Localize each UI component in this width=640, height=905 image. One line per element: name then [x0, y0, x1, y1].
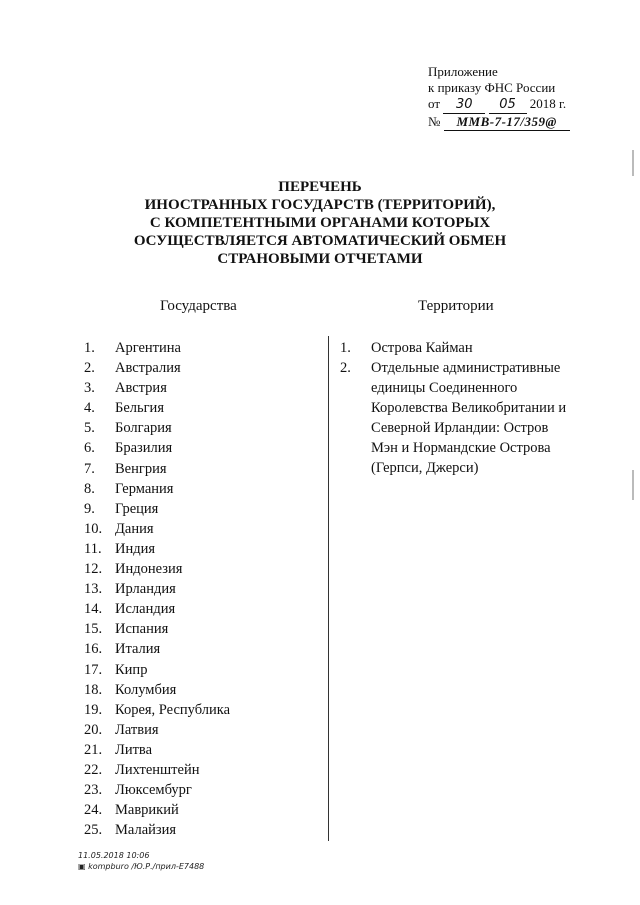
annex-block — [428, 64, 570, 131]
footer-timestamp: 11.05.2018 10:06 — [78, 851, 150, 860]
state-name: Индия — [115, 540, 156, 557]
item-number: 4. — [84, 400, 95, 417]
annex-line2: к приказу ФНС России — [428, 80, 556, 95]
title-line1: ПЕРЕЧЕНЬ — [278, 179, 362, 195]
territory-text-line: Мэн и Нормандские Острова — [371, 440, 551, 456]
list-item — [84, 499, 314, 519]
list-item — [84, 720, 314, 740]
list-item — [84, 619, 314, 639]
list-item — [84, 559, 314, 579]
list-item — [84, 800, 314, 820]
state-name: Корея, Республика — [115, 701, 231, 718]
list-item — [84, 459, 314, 479]
states-list — [84, 338, 314, 840]
item-number: 16. — [84, 641, 103, 658]
list-item — [84, 539, 314, 559]
item-number: 23. — [84, 782, 103, 799]
item-number: 13. — [84, 581, 103, 598]
list-item — [84, 740, 314, 760]
order-number: ММВ-7-17/359@ — [444, 114, 570, 131]
date-year: 2018 г. — [529, 96, 567, 111]
annex-date-line — [428, 96, 570, 114]
item-number: 8. — [84, 480, 95, 497]
state-name: Люксембург — [115, 782, 192, 799]
state-name: Австралия — [115, 360, 181, 377]
item-number: 25. — [84, 822, 103, 839]
list-item — [84, 418, 314, 438]
item-number: 19. — [84, 701, 103, 718]
list-item — [84, 760, 314, 780]
date-month: 05 — [489, 97, 527, 114]
item-number: 2. — [84, 360, 95, 377]
item-number: 22. — [84, 761, 103, 778]
document-title — [100, 178, 540, 268]
list-item — [340, 338, 600, 358]
item-number: 7. — [84, 460, 95, 477]
annex-line1: Приложение — [428, 64, 498, 79]
item-number: 5. — [84, 420, 95, 437]
state-name: Италия — [115, 641, 161, 658]
date-prefix: от — [428, 96, 441, 111]
list-item — [84, 438, 314, 458]
list-item — [84, 780, 314, 800]
state-name: Испания — [115, 621, 169, 638]
state-name: Латвия — [115, 721, 159, 738]
item-number: 2. — [340, 360, 351, 376]
state-name: Кипр — [115, 661, 148, 678]
state-name: Болгария — [115, 420, 172, 437]
footer-file-path — [78, 861, 204, 872]
item-number: 1. — [84, 340, 95, 356]
state-name: Колумбия — [115, 681, 177, 698]
territory-text-line: Острова Кайман — [371, 340, 473, 356]
number-prefix: № — [428, 114, 441, 129]
item-number: 21. — [84, 741, 103, 758]
territories-list — [340, 338, 600, 478]
item-number: 24. — [84, 802, 103, 819]
list-item — [84, 680, 314, 700]
title-line3: С КОМПЕТЕНТНЫМИ ОРГАНАМИ КОТОРЫХ — [149, 215, 491, 231]
territory-text-line: Северной Ирландии: Остров — [371, 420, 549, 436]
state-name: Аргентина — [115, 340, 181, 356]
annex-number-line — [428, 114, 570, 131]
state-name: Маврикий — [115, 802, 179, 819]
item-number: 6. — [84, 440, 95, 457]
state-name: Малайзия — [115, 822, 177, 839]
item-number: 14. — [84, 601, 103, 618]
list-item — [84, 338, 314, 358]
item-number: 20. — [84, 721, 103, 738]
footer-stamp — [78, 850, 204, 872]
list-item — [84, 519, 314, 539]
file-icon: ▣ — [78, 862, 89, 871]
item-number: 10. — [84, 520, 103, 537]
item-number: 11. — [84, 540, 102, 557]
list-item — [84, 398, 314, 418]
item-number: 18. — [84, 681, 103, 698]
scan-edge-mark — [632, 470, 634, 500]
list-item — [84, 358, 314, 378]
item-number: 9. — [84, 500, 95, 517]
scan-edge-mark — [632, 150, 634, 176]
item-number: 1. — [340, 340, 351, 356]
state-name: Венгрия — [115, 460, 167, 477]
list-item — [84, 579, 314, 599]
date-day: 30 — [443, 97, 485, 114]
state-name: Бельгия — [115, 400, 164, 417]
list-item — [84, 820, 314, 840]
list-item — [340, 358, 600, 478]
column-header-states: Государства — [160, 298, 237, 314]
list-item — [84, 599, 314, 619]
list-item — [84, 660, 314, 680]
state-name: Литва — [115, 741, 153, 758]
title-line5: СТРАНОВЫМИ ОТЧЕТАМИ — [217, 251, 423, 267]
list-item — [84, 378, 314, 398]
state-name: Лихтенштейн — [115, 761, 200, 778]
state-name: Дания — [115, 520, 154, 537]
list-item — [84, 639, 314, 659]
state-name: Бразилия — [115, 440, 173, 457]
state-name: Ирландия — [115, 581, 176, 598]
state-name: Исландия — [115, 601, 176, 618]
title-line4: ОСУЩЕСТВЛЯЕТСЯ АВТОМАТИЧЕСКИЙ ОБМЕН — [133, 233, 507, 249]
territory-text-line: единицы Соединенного — [371, 380, 518, 396]
item-number: 15. — [84, 621, 103, 638]
list-item — [84, 479, 314, 499]
state-name: Греция — [115, 500, 159, 517]
state-name: Германия — [115, 480, 174, 497]
list-item — [84, 700, 314, 720]
column-divider — [328, 336, 329, 841]
footer-file-path-text: kompburo /Ю.Р./прил-E7488 — [88, 862, 205, 871]
item-number: 3. — [84, 380, 95, 397]
territory-text-line: (Герпси, Джерси) — [371, 460, 479, 476]
item-number: 17. — [84, 661, 103, 678]
column-header-territories: Территории — [418, 298, 494, 314]
state-name: Австрия — [115, 380, 167, 397]
territory-text-line: Королевства Великобритании и — [371, 400, 567, 416]
state-name: Индонезия — [115, 561, 183, 578]
item-number: 12. — [84, 561, 103, 578]
title-line2: ИНОСТРАННЫХ ГОСУДАРСТВ (ТЕРРИТОРИЙ), — [144, 197, 496, 213]
territory-text-line: Отдельные административные — [371, 360, 561, 376]
